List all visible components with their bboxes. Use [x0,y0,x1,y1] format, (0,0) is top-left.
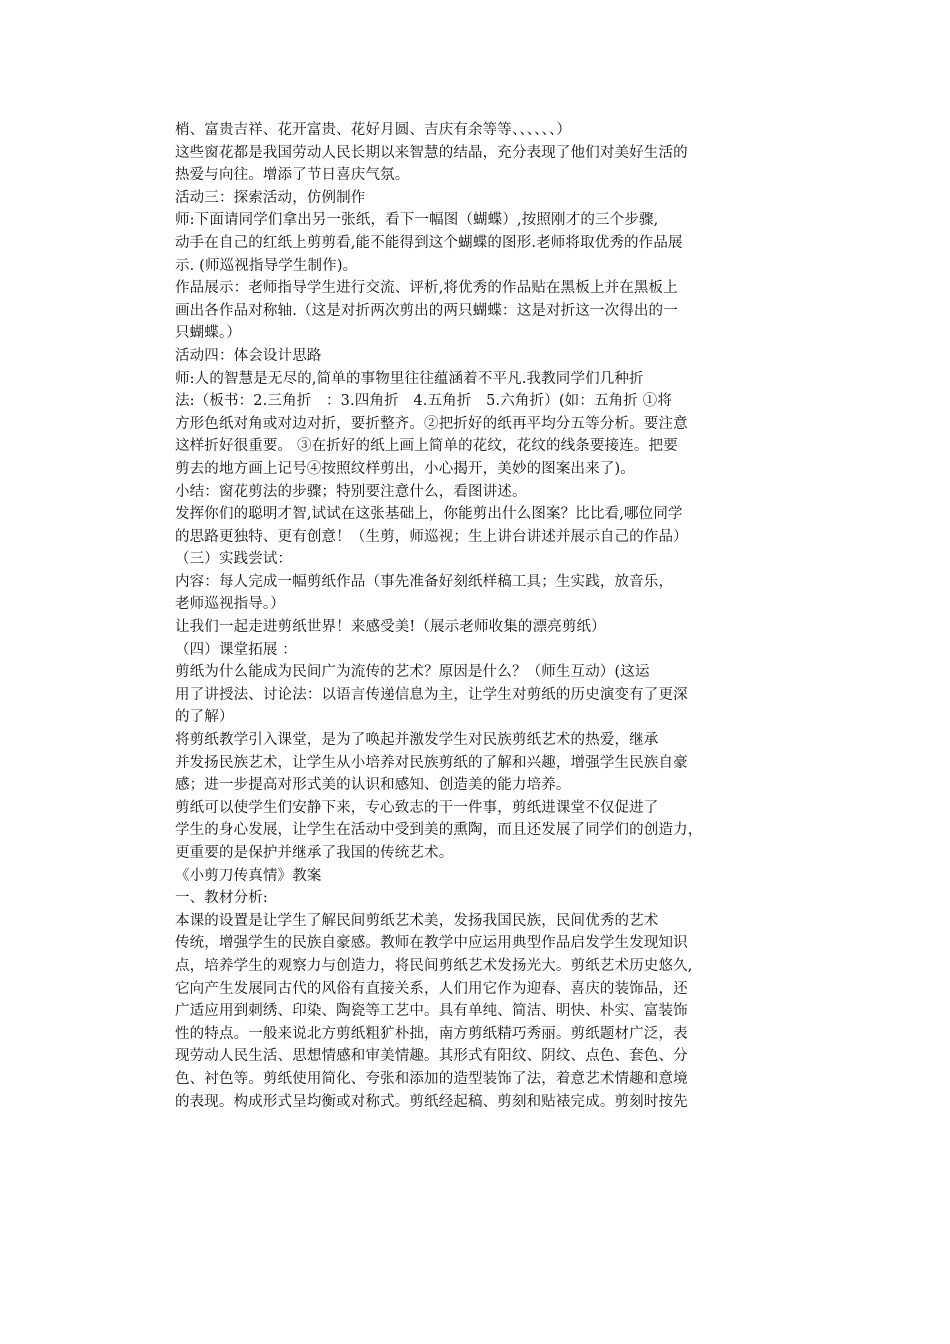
text-line: 只蝴蝶。） [175,325,241,342]
text-line: 剪纸为什么能成为民间广为流传的艺术？原因是什么？（师生互动）(这运 [175,664,650,681]
text-line: 将剪纸教学引入课堂，是为了唤起并激发学生对民族剪纸艺术的热爱，继承 [175,732,659,749]
document-title: 《小剪刀传真情》教案 [175,867,322,884]
text-line: 师:人的智慧是无尽的,简单的事物里往往蕴涵着不平凡.我教同学们几种折 [175,370,644,387]
text-line: 法:（板书：2.三角折 ：3.四角折 4.五角折 5.六角折）(如：五角折 ①将 [175,393,672,410]
text-line: 传统，增强学生的民族自豪感。教师在教学中应运用典型作品启发学生发现知识 [175,935,688,952]
text-line: 小结：窗花剪法的步骤；特别要注意什么，看图讲述。 [175,483,527,500]
text-line: 学生的身心发展，让学生在活动中受到美的熏陶，而且还发展了同学们的创造力， [175,822,703,839]
text-line: 广适应用到刺绣、印染、陶瓷等工艺中。具有单纯、简洁、明快、朴实、富装饰 [175,1003,688,1020]
text-line: 色、衬色等。剪纸使用简化、夸张和添加的造型装饰了法，着意艺术情趣和意境 [175,1070,688,1087]
text-line: 剪去的地方画上记号④按照纹样剪出，小心揭开，美妙的图案出来了)。 [175,460,635,477]
text-line: 发挥你们的聪明才智,试试在这张基础上，你能剪出什么图案？比比看,哪位同学 [175,506,683,523]
text-line: 点，培养学生的观察力与创造力，将民间剪纸艺术发扬光大。剪纸艺术历史悠久, [175,957,693,974]
text-line: 老师巡视指导。） [175,596,285,613]
section-heading: 活动四：体会设计思路 [175,347,322,364]
section-heading: 一、教材分析: [175,890,268,907]
text-line: 梢、富贵吉祥、花开富贵、花好月圆、吉庆有余等等、、、、、、） [175,122,571,138]
text-line: 的表现。构成形式呈均衡或对称式。剪纸经起稿、剪刻和贴裱完成。剪刻时按先 [175,1093,688,1110]
text-line: 更重要的是保护并继承了我国的传统艺术。 [175,845,454,861]
text-line: 的思路更独特、更有创意！（生剪，师巡视；生上讲台讲述并展示自己的作品） [175,528,688,545]
text-line: 内容：每人完成一幅剪纸作品（事先准备好刻纸样稿工具；生实践，放音乐， [175,573,674,590]
text-line: 示. (师巡视指导学生制作)。 [175,257,358,274]
text-line: 现劳动人民生活、思想情感和审美情趣。其形式有阳纹、阴纹、点色、套色、分 [175,1048,688,1065]
text-line: 师:下面请同学们拿出另一张纸，看下一幅图（蝴蝶）,按照刚才的三个步骤, [175,212,659,229]
text-line: 让我们一起走进剪纸世界！来感受美!（展示老师收集的漂亮剪纸） [175,619,606,636]
text-line: 热爱与向往。增添了节日喜庆气氛。 [175,167,410,184]
text-line: 本课的设置是让学生了解民间剪纸艺术美，发扬我国民族，民间优秀的艺术 [175,912,659,929]
document-body [175,119,775,1113]
text-line: 动手在自己的红纸上剪剪看,能不能得到这个蝴蝶的图形.老师将取优秀的作品展 [175,234,683,251]
text-line: 方形色纸对角或对边对折，要折整齐。②把折好的纸再平均分五等分析。要注意 [175,415,688,432]
section-heading: 活动三：探索活动，仿例制作 [175,189,366,206]
text-line: 这样折好很重要。 ③在折好的纸上画上简单的花纹，花纹的线条要接连。把要 [175,438,678,455]
text-line: 画出各作品对称轴.（这是对折两次剪出的两只蝴蝶：这是对折这一次得出的一 [175,302,678,319]
text-line: 剪纸可以使学生们安静下来，专心致志的干一件事，剪纸进课堂不仅促进了 [175,799,659,816]
text-line: 它向产生发展同古代的风俗有直接关系，人们用它作为迎春、喜庆的装饰品，还 [175,980,688,997]
section-heading: （三）实践尝试： [175,551,293,568]
text-line: 用了讲授法、讨论法：以语言传递信息为主，让学生对剪纸的历史演变有了更深 [175,686,688,703]
text-line: 的了解） [175,709,234,726]
text-line: 并发扬民族艺术，让学生从小培养对民族剪纸的了解和兴趣，增强学生民族自豪 [175,754,688,771]
text-line: 性的特点。一般来说北方剪纸粗犷朴拙，南方剪纸精巧秀丽。剪纸题材广泛，表 [175,1025,688,1042]
text-line: 感；进一步提高对形式美的认识和感知、创造美的能力培养。 [175,777,571,794]
section-heading: （四）课堂拓展 ： [175,641,297,658]
text-line: 这些窗花都是我国劳动人民长期以来智慧的结晶，充分表现了他们对美好生活的 [175,144,688,161]
text-line: 作品展示：老师指导学生进行交流、评析,将优秀的作品贴在黑板上并在黑板上 [175,280,678,297]
